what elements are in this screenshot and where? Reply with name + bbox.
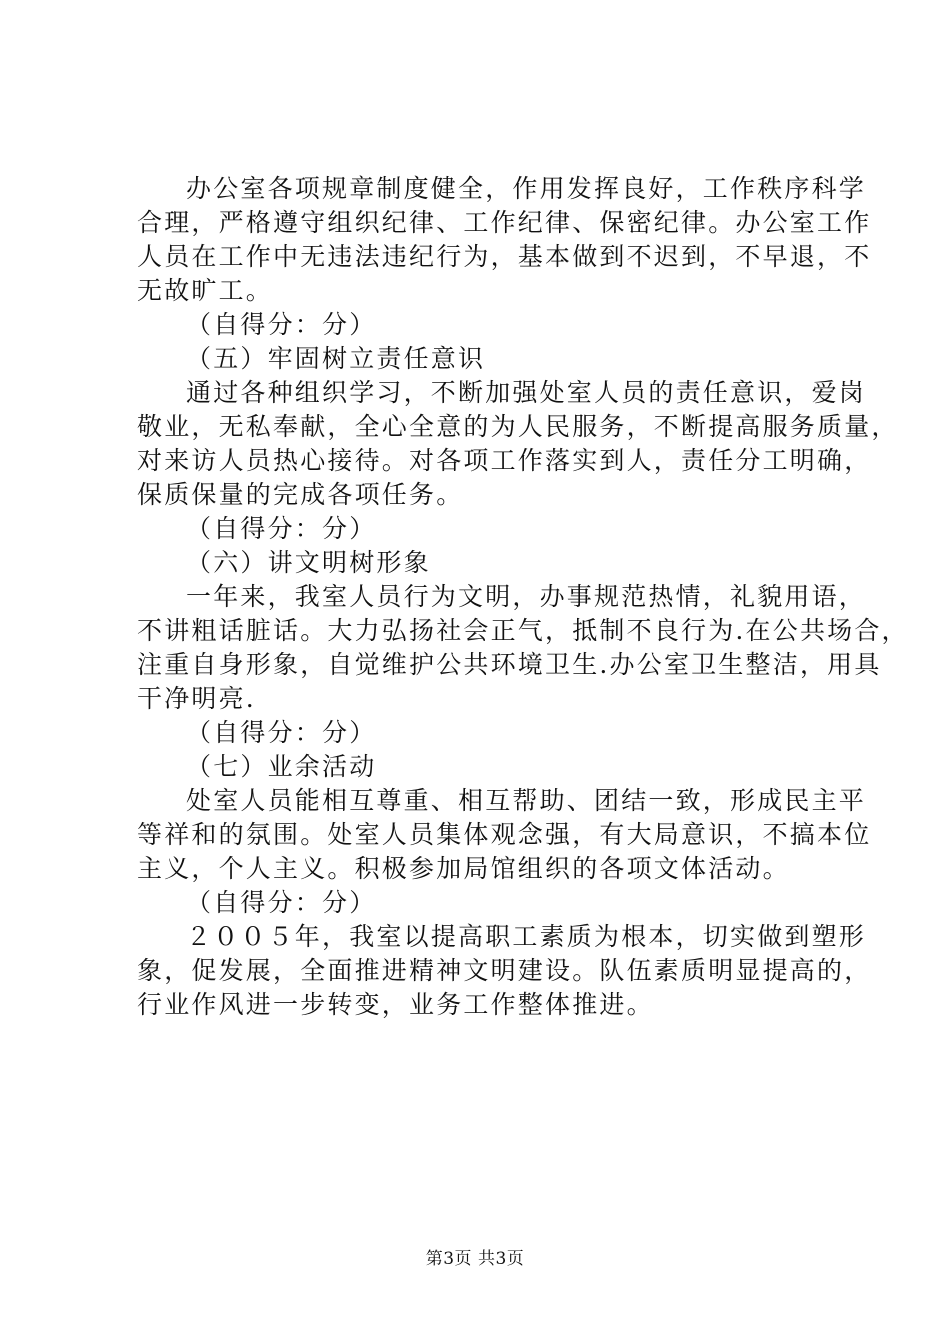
text-line: ２００５年，我室以提高职工素质为根本，切实做到塑形: [186, 922, 867, 951]
text-line: 干净明亮.: [137, 684, 256, 713]
text-line: （自得分：分）: [186, 888, 377, 917]
text-line: 通过各种组织学习，不断加强处室人员的责任意识，爱岗: [186, 378, 867, 407]
text-line: （自得分：分）: [186, 310, 377, 339]
text-line: （六）讲文明树形象: [186, 548, 431, 577]
page-footer: 第3页 共3页: [425, 1249, 525, 1269]
text-line: 行业作风进一步转变，业务工作整体推进。: [137, 990, 654, 1019]
text-line: 主义，个人主义。积极参加局馆组织的各项文体活动。: [137, 854, 790, 883]
text-line: 人员在工作中无违法违纪行为，基本做到不迟到，不早退，不: [137, 242, 872, 271]
text-line: 合理，严格遵守组织纪律、工作纪律、保密纪律。办公室工作: [137, 208, 872, 237]
text-line: 办公室各项规章制度健全，作用发挥良好，工作秩序科学: [186, 174, 867, 203]
text-line: 无故旷工。: [137, 276, 274, 305]
text-line: （七）业余活动: [186, 752, 377, 781]
text-line: 处室人员能相互尊重、相互帮助、团结一致，形成民主平: [186, 786, 867, 815]
text-line: 保质保量的完成各项任务。: [137, 480, 464, 509]
text-line: （自得分：分）: [186, 514, 377, 543]
text-line: 等祥和的氛围。处室人员集体观念强，有大局意识，不搞本位: [137, 820, 872, 849]
text-line: （自得分：分）: [186, 718, 377, 747]
text-line: （五）牢固树立责任意识: [186, 344, 486, 373]
text-line: 一年来，我室人员行为文明，办事规范热情，礼貌用语，: [186, 582, 867, 611]
text-line: 象，促发展，全面推进精神文明建设。队伍素质明显提高的，: [137, 956, 872, 985]
text-line: 对来访人员热心接待。对各项工作落实到人，责任分工明确，: [137, 446, 872, 475]
document-body: [137, 172, 909, 1022]
text-line: 敬业，无私奉献，全心全意的为人民服务，不断提高服务质量，: [137, 412, 899, 441]
text-line: 不讲粗话脏话。大力弘扬社会正气，抵制不良行为.在公共场合，: [137, 616, 909, 645]
text-line: 注重自身形象，自觉维护公共环境卫生.办公室卫生整洁，用具: [137, 650, 882, 679]
